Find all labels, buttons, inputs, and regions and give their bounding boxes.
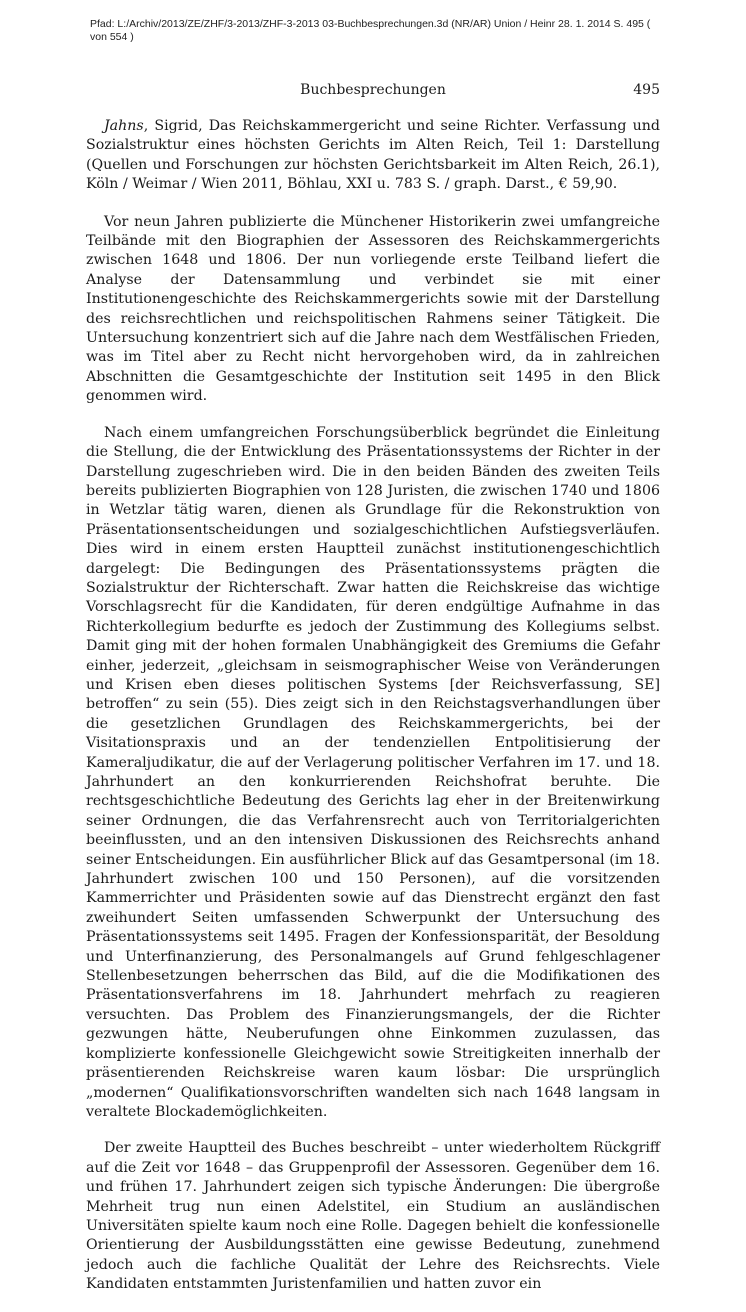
paragraph-2: Nach einem umfangreichen Forschungsüberblick begründet die Einleitung die Stellung, die der Entwicklung des Präsentationssystems der Richter in der Darstellung zugeschrieben wird. Die in den beiden Bänden des zweiten Teils bereits publizierten Biographien von 128 Juristen, die zwischen 1740 und 1806 in Wetzlar tätig waren, dienen als Grundlage für die Rekonstruktion von Präsentationsentscheidungen und sozialgeschichtlichen Aufstiegsverläufen. Dies wird in einem ersten Hauptteil zunächst institutionengeschichtlich dargelegt: Die Bedingungen des Präsentationssystems prägten die Sozialstruktur der Richterschaft. Zwar hatten die Reichskreise das wichtige Vorschlagsrecht für die Kandidaten, für deren endgültige Aufnahme in das Richterkollegium bedurfte es jedoch der Zustimmung des Kollegiums selbst. Damit ging mit der hohen formalen Unabhängigkeit des Gremiums die Gefahr einher, jederzeit, „gleichsam in seismographischer Weise von Veränderungen und Krisen eben dieses politischen Systems [der Reichsverfassung, SE] betroffen“ zu sein (55). Dies zeigt sich in den Reichstagsverhandlungen über die gesetzlichen Grundlagen des Reichskammergerichts, bei der Visitationspraxis und an der tendenziellen Entpolitisierung der Kameraljudikatur, die auf der Verlagerung politischer Verfahren im 17. und 18. Jahrhundert an den konkurrierenden Reichshofrat beruhte. Die rechtsgeschichtliche Bedeutung des Gerichts lag eher in der Breitenwirkung seiner Ordnungen, die das Verfahrensrecht auch von Territorialgerichten beeinflussten, und an den intensiven Diskussionen des Reichsrechts anhand seiner Entscheidungen. Ein ausführlicher Blick auf das Gesamtpersonal (im 18. Jahrhundert zwischen 100 und 150 Personen), auf die vorsitzenden Kammerrichter und Präsidenten sowie auf das Dienstrecht ergänzt den fast zweihundert Seiten umfassenden Schwerpunkt der Untersuchung des Präsentationssystems seit 1495. Fragen der Konfessionsparität, der Besoldung und Unterfinanzierung, des Personalmangels auf Grund fehlgeschlagener Stellenbesetzungen beherrschen das Bild, auf die die Modifikationen des Präsentationsverfahrens im 18. Jahrhundert mehrfach zu reagieren versuchten. Das Problem des Finanzierungsmangels, der die Richter gezwungen hätte, Neuberufungen ohne Einkommen zuzulassen, das komplizierte konfessionelle Gleichgewicht sowie Streitigkeiten innerhalb der präsentierenden Reichskreise waren kaum lösbar: Die ursprünglich „modernen“ Qualifikationsvorschriften wandelten sich nach 1648 langsam in veraltete Blockademöglichkeiten. [86,424,660,1120]
running-title: Buchbesprechungen [300,82,446,98]
paragraph-1: Vor neun Jahren publizierte die Münchener Historikerin zwei umfangreiche Teilbände mit den Biographien der Assessoren des Reichskammergerichts zwischen 1648 und 1806. Der nun vorliegende erste Teilband liefert die Analyse der Datensammlung und verbindet sie mit einer Institutionengeschichte des Reichskammergerichts sowie mit der Darstellung des reichsrechtlichen und reichspolitischen Rahmens seiner Tätigkeit. Die Untersuchung konzentriert sich auf die Jahre nach dem Westfälischen Frieden, was im Titel aber zu Recht nicht hervorgehoben wird, da in zahlreichen Abschnitten die Gesamtgeschichte der Institution seit 1495 in den Blick genommen wird. [86,213,660,405]
article-body [86,117,660,1312]
paragraph-3: Der zweite Hauptteil des Buches beschreibt – unter wiederholtem Rückgriff auf die Zeit vor 1648 – das Gruppenprofil der Assessoren. Gegenüber dem 16. und frühen 17. Jahrhundert zeigen sich typische Änderungen: Die übergroße Mehrheit trug nun einen Adelstitel, ein Studium an ausländischen Universitäten spielte kaum noch eine Rolle. Dagegen behielt die konfessionelle Orientierung der Ausbildungsstätten eine gewisse Bedeutung, zunehmend jedoch auch die fachliche Qualität der Lehre des Reichsrechts. Viele Kandidaten entstammten Juristenfamilien und hatten zuvor ein [86,1140,660,1293]
citation-author: Jahns [104,118,144,134]
running-head [86,82,660,102]
file-path-header: Pfad: L:/Archiv/2013/ZE/ZHF/3-2013/ZHF-3-2013 03-Buchbesprechungen.3d (NR/AR) Union / Heinr 28. 1. 2014 S. 495 ( von 554 ) [90,18,651,43]
book-citation [86,117,660,195]
citation-details: , Sigrid, Das Reichskammergericht und seine Richter. Verfassung und Sozialstruktur eines höchsten Gerichts im Alten Reich, Teil 1: Darstellung (Quellen und Forschungen zur höchsten Gerichtsbarkeit im Alten Reich, 26.1), Köln / Weimar / Wien 2011, Böhlau, XXI u. 783 S. / graph. Darst., € 59,90. [86,118,660,193]
page-number: 495 [633,82,660,98]
